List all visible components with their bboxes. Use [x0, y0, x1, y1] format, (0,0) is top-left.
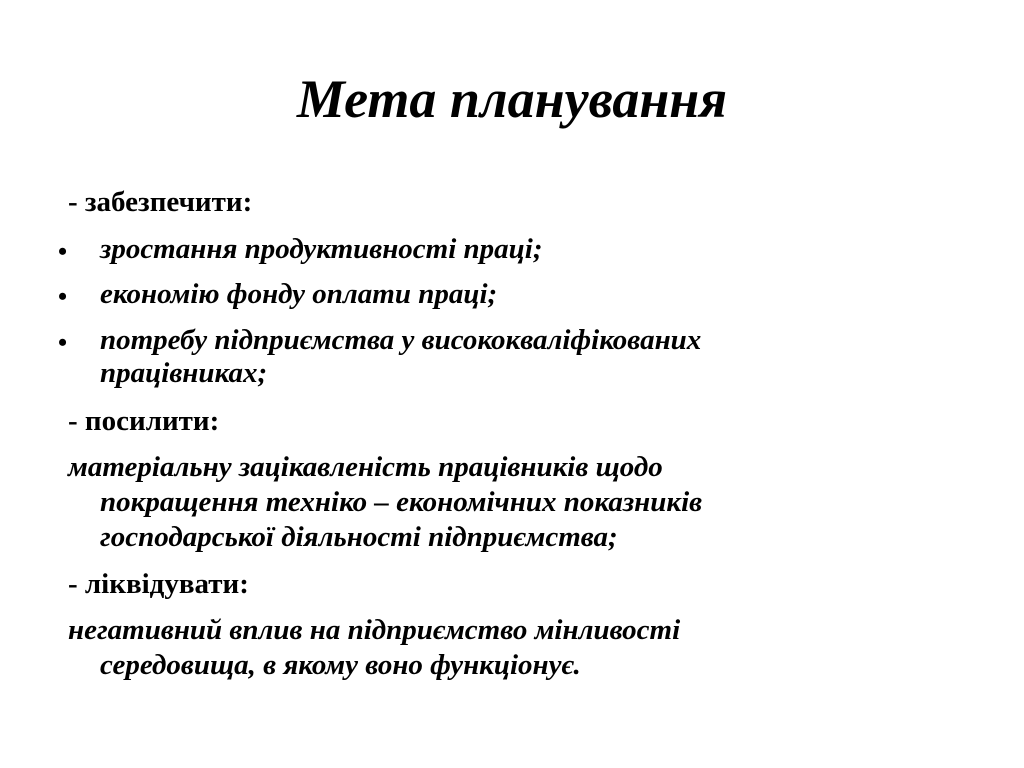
- strengthen-text: покращення техніко – економічних показників: [100, 486, 703, 518]
- bullet-icon: •: [58, 328, 68, 357]
- eliminate-text: середовища, в якому воно функціонує.: [100, 649, 581, 681]
- heading-ensure: - забезпечити:: [68, 186, 253, 218]
- strengthen-text: господарської діяльності підприємства;: [100, 521, 618, 553]
- list-item: зростання продуктивності праці;: [100, 233, 543, 265]
- slide-title: Мета планування: [296, 69, 728, 129]
- bullet-icon: •: [58, 282, 68, 311]
- strengthen-text: матеріальну зацікавленість працівників щодо: [68, 451, 663, 483]
- list-item-continuation: працівниках;: [100, 357, 268, 389]
- eliminate-text: негативний вплив на підприємство мінливості: [68, 614, 681, 646]
- heading-eliminate: - ліквідувати:: [68, 568, 249, 600]
- bullet-icon: •: [58, 237, 68, 266]
- list-item: потребу підприємства у висококваліфікованих: [100, 324, 702, 356]
- list-item: економію фонду оплати праці;: [100, 278, 498, 310]
- heading-strengthen: - посилити:: [68, 405, 220, 437]
